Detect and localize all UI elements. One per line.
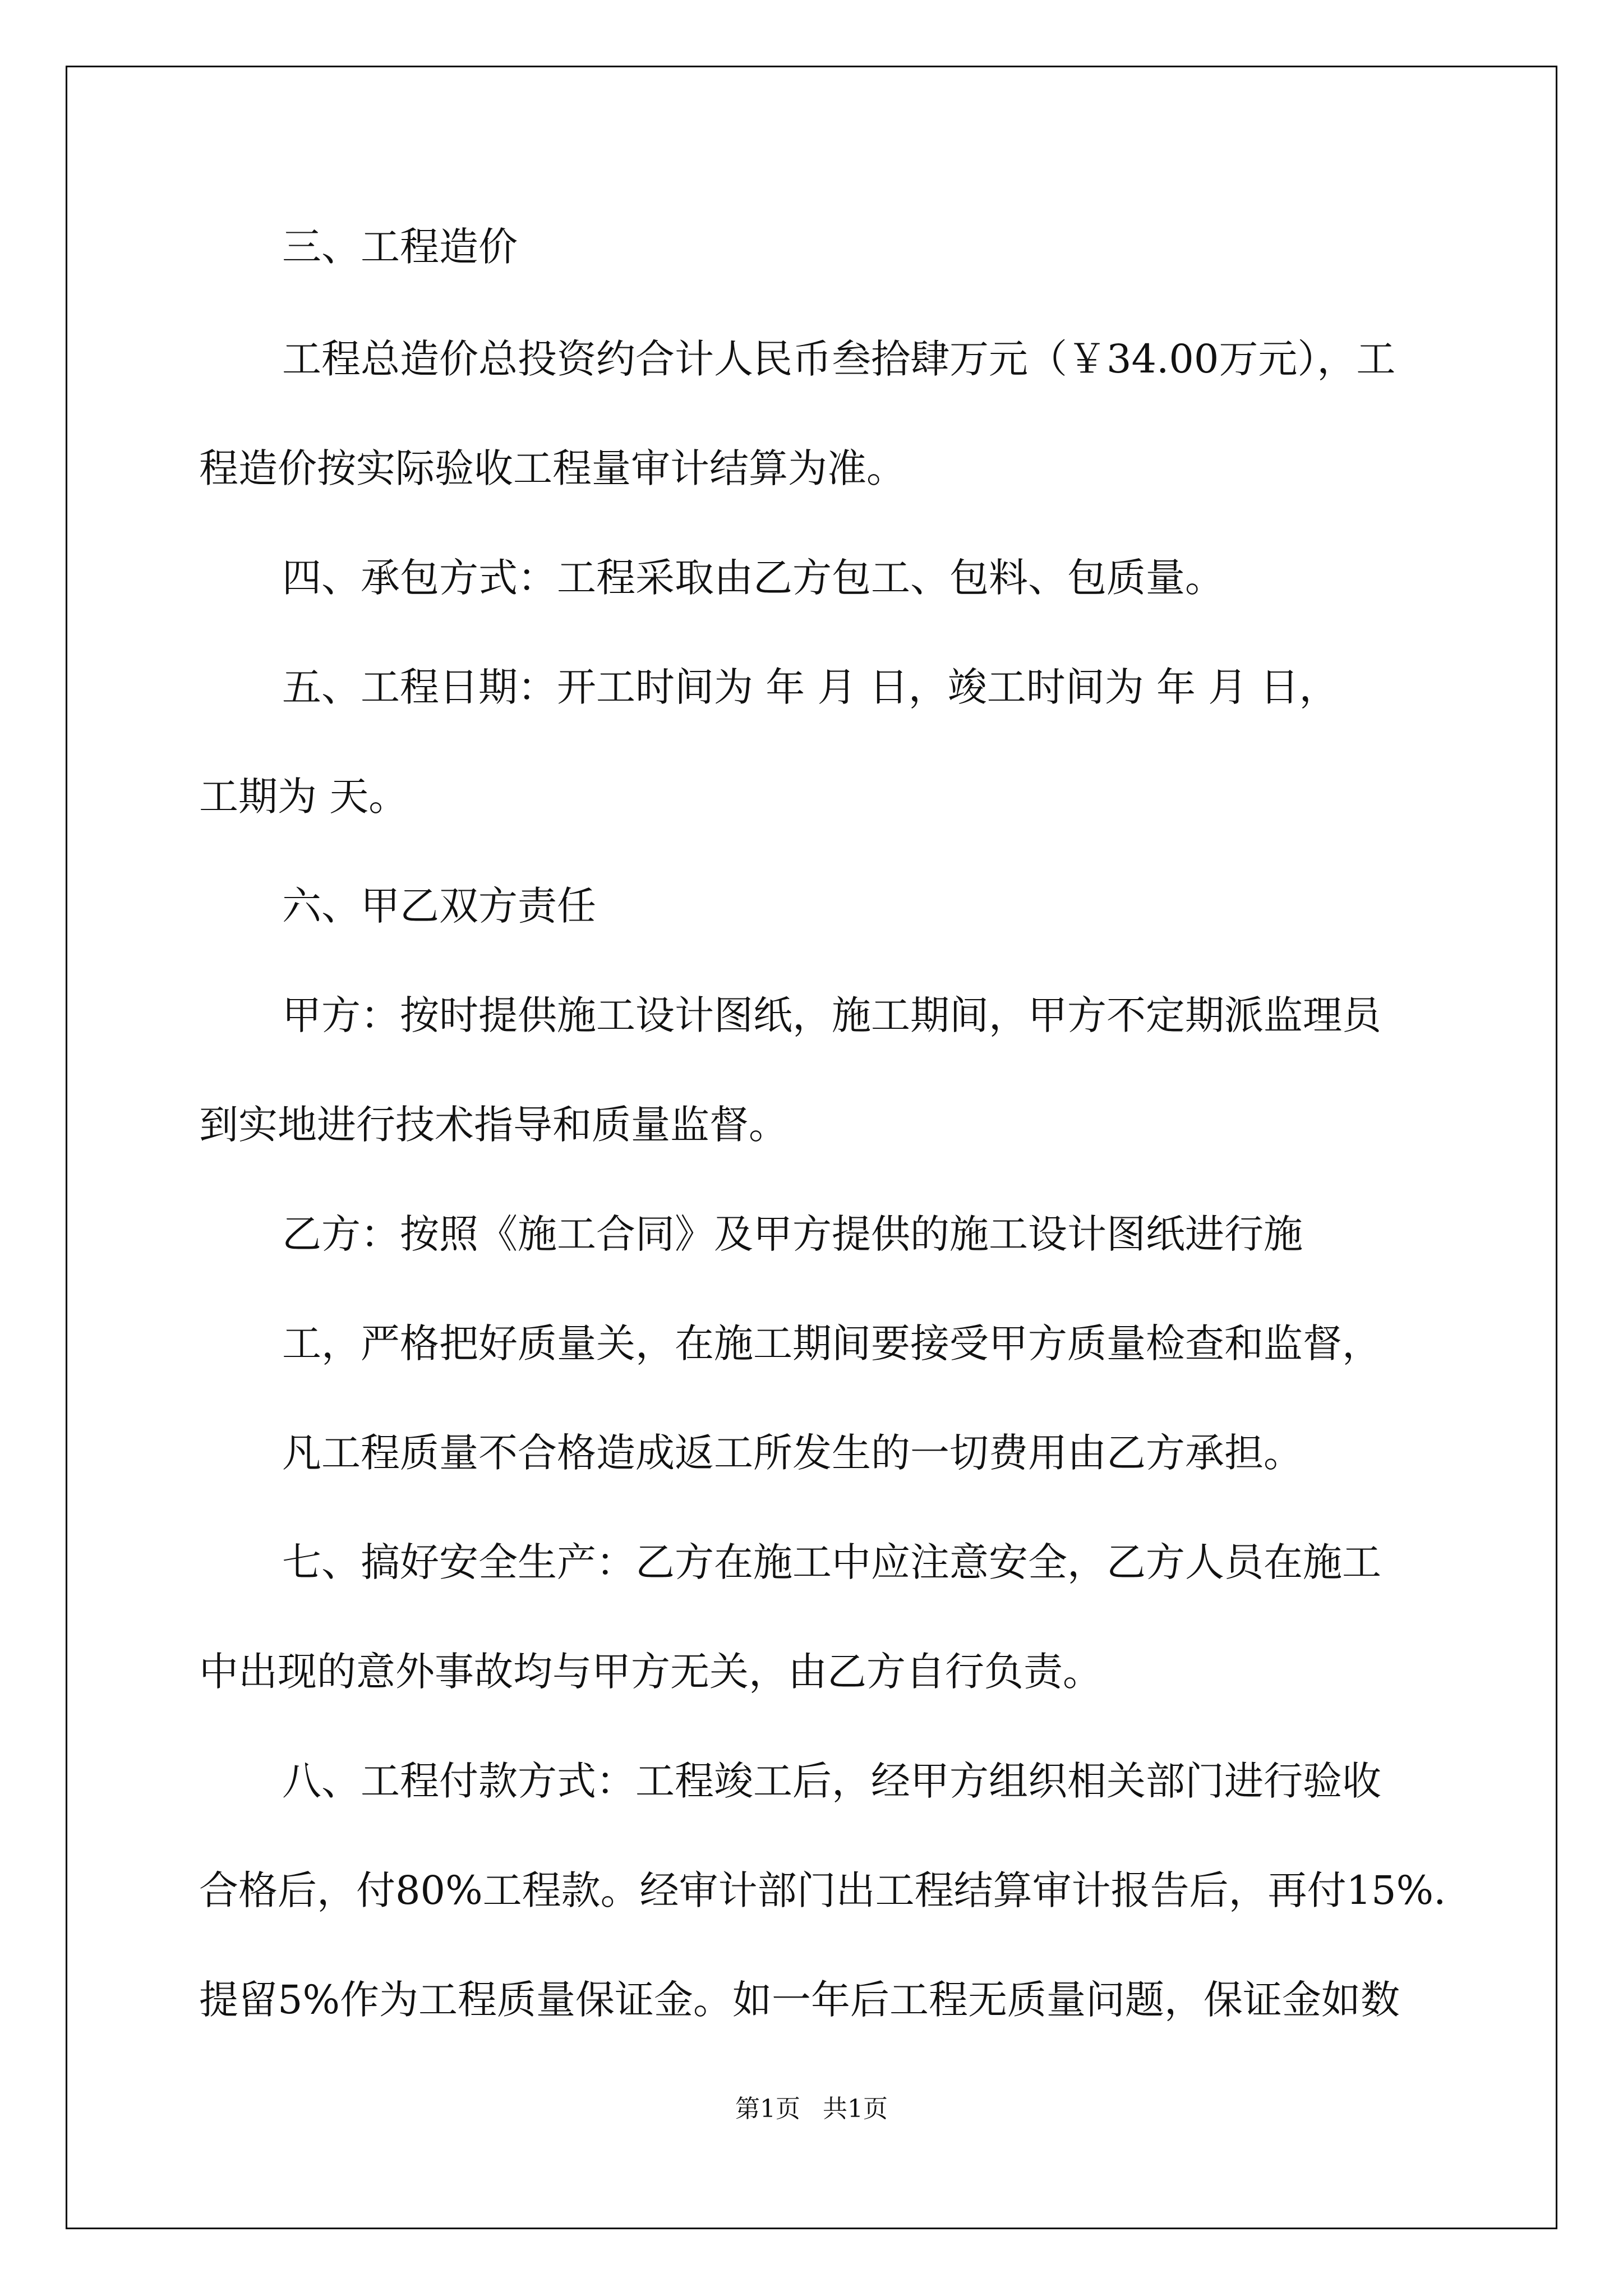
paragraph-line: 到实地进行技术指导和质量监督。 [199,1102,788,1148]
paragraph-line: 工期为 天。 [199,774,408,820]
paragraph-line: 提留5%作为工程质量保证金。如一年后工程无质量问题，保证金如数 [199,1977,1400,2023]
page-footer [0,2092,1623,2126]
paragraph-line: 四、承包方式：工程采取由乙方包工、包料、包质量。 [282,555,1224,601]
section-heading-cost: 三、工程造价 [282,224,518,270]
page-total: 共1页 [823,2095,888,2123]
paragraph-line: 凡工程质量不合格造成返工所发生的一切费用由乙方承担。 [282,1430,1303,1476]
paragraph-line: 中出现的意外事故均与甲方无关，由乙方自行负责。 [199,1649,1102,1695]
paragraph-line: 合格后，付80%工程款。经审计部门出工程结算审计报告后，再付15%. [199,1867,1446,1913]
paragraph-line: 甲方：按时提供施工设计图纸，施工期间，甲方不定期派监理员 [282,992,1381,1038]
paragraph-line: 七、搞好安全生产：乙方在施工中应注意安全，乙方人员在施工 [282,1539,1381,1585]
paragraph-line: 八、工程付款方式：工程竣工后，经甲方组织相关部门进行验收 [282,1758,1381,1804]
page-number: 第1页 [735,2095,800,2123]
paragraph-line: 工程总造价总投资约合计人民币叁拾肆万元（￥34.00万元），工 [282,336,1396,382]
section-heading-responsibilities: 六、甲乙双方责任 [282,883,596,929]
paragraph-line: 程造价按实际验收工程量审计结算为准。 [199,445,906,491]
paragraph-line: 五、工程日期：开工时间为 年 月 日，竣工时间为 年 月 日， [282,664,1339,710]
paragraph-line: 工，严格把好质量关，在施工期间要接受甲方质量检查和监督， [282,1320,1381,1366]
paragraph-line: 乙方：按照《施工合同》及甲方提供的施工设计图纸进行施 [282,1211,1303,1257]
